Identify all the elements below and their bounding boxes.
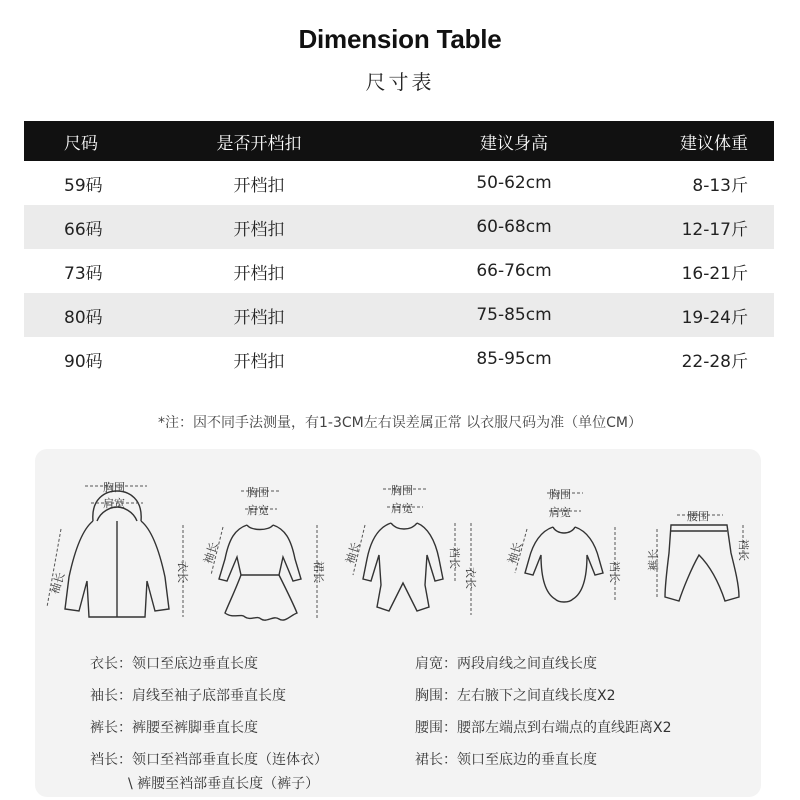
header-weight: 建议体重 [680, 133, 748, 154]
bodysuit-chest-label: 胸围 [549, 488, 571, 501]
definition-crotch: 裆长：领口至裆部垂直长度（连体衣） [90, 752, 328, 768]
dress-illustration [185, 479, 335, 629]
bodysuit-illustration [497, 481, 637, 611]
header-height: 建议身高 [480, 133, 548, 154]
cell-height: 50-62cm [476, 173, 552, 193]
romper-length-label: 衣长 [464, 567, 477, 589]
page-title: Dimension Table [298, 24, 502, 54]
cell-snap: 开档扣 [233, 351, 285, 372]
jacket-chest-label: 胸围 [103, 481, 125, 494]
cell-snap: 开档扣 [233, 263, 285, 284]
definition-pants-length: 裤长：裤腰至裤脚垂直长度 [90, 720, 258, 736]
dress-figure [185, 479, 335, 633]
table-row [24, 293, 774, 337]
pants-length-label: 裤长 [647, 549, 660, 571]
page-subtitle: 尺寸表 [365, 70, 435, 94]
cell-height: 75-85cm [476, 305, 552, 325]
cell-snap: 开档扣 [233, 307, 285, 328]
cell-snap: 开档扣 [233, 219, 285, 240]
romper-illustration [331, 475, 491, 625]
romper-shoulder-label: 肩宽 [391, 502, 413, 515]
cell-height: 66-76cm [476, 261, 552, 281]
cell-size: 59码 [64, 175, 103, 196]
pants-crotch-label: 裆长 [737, 539, 750, 561]
romper-crotch-label: 裆长 [448, 547, 461, 569]
header-snap: 是否开档扣 [216, 133, 302, 154]
table-row [24, 249, 774, 293]
cell-weight: 8-13斤 [692, 175, 748, 196]
bodysuit-shoulder-label: 肩宽 [549, 506, 571, 519]
jacket-illustration [35, 469, 195, 629]
pants-waist-label: 腰围 [687, 510, 709, 523]
dress-shoulder-label: 肩宽 [247, 504, 269, 517]
table-row [24, 205, 774, 249]
definition-sleeve: 袖长：肩线至袖子底部垂直长度 [90, 688, 286, 704]
cell-height: 60-68cm [476, 217, 552, 237]
jacket-length-label: 衣长 [176, 561, 189, 583]
dress-chest-label: 胸围 [247, 486, 269, 499]
pants-illustration [635, 489, 755, 619]
romper-sleeve-label: 袖长 [343, 540, 363, 566]
jacket-figure [35, 469, 195, 633]
cell-size: 90码 [64, 351, 103, 372]
cell-weight: 16-21斤 [681, 263, 748, 284]
definition-chest: 胸围：左右腋下之间直线长度X2 [415, 688, 616, 704]
jacket-shoulder-label: 肩宽 [103, 497, 125, 510]
cell-snap: 开档扣 [233, 175, 285, 196]
measurement-guide-panel [35, 449, 761, 797]
jacket-sleeve-label: 袖长 [48, 570, 68, 596]
dress-sleeve-label: 袖长 [201, 540, 221, 566]
bodysuit-crotch-label: 裆长 [608, 561, 621, 583]
table-row [24, 337, 774, 381]
dress-skirt-label: 裙长 [312, 561, 325, 583]
header-size: 尺码 [64, 133, 98, 154]
definition-shoulder: 肩宽：两段肩线之间直线长度 [415, 656, 597, 672]
cell-size: 73码 [64, 263, 103, 284]
measurement-note: *注：因不同手法测量，有1-3CM左右误差属正常 以衣服尺码为准（单位CM） [157, 415, 643, 431]
bodysuit-figure [497, 481, 637, 615]
cell-weight: 12-17斤 [681, 219, 748, 240]
cell-weight: 19-24斤 [681, 307, 748, 328]
table-row [24, 161, 774, 205]
size-table [24, 121, 774, 381]
table-header [24, 121, 774, 161]
definition-waist: 腰围：腰部左端点到右端点的直线距离X2 [415, 720, 672, 736]
definition-crotch-pants: \ 裤腰至裆部垂直长度（裤子） [128, 776, 320, 792]
romper-figure [331, 475, 491, 629]
definition-length: 衣长：领口至底边垂直长度 [90, 656, 258, 672]
cell-size: 66码 [64, 219, 103, 240]
pants-figure [635, 489, 755, 623]
cell-weight: 22-28斤 [681, 351, 748, 372]
cell-size: 80码 [64, 307, 103, 328]
definition-skirt: 裙长：领口至底边的垂直长度 [415, 752, 597, 768]
romper-chest-label: 胸围 [391, 484, 413, 497]
cell-height: 85-95cm [476, 349, 552, 369]
bodysuit-sleeve-label: 袖长 [505, 540, 525, 566]
